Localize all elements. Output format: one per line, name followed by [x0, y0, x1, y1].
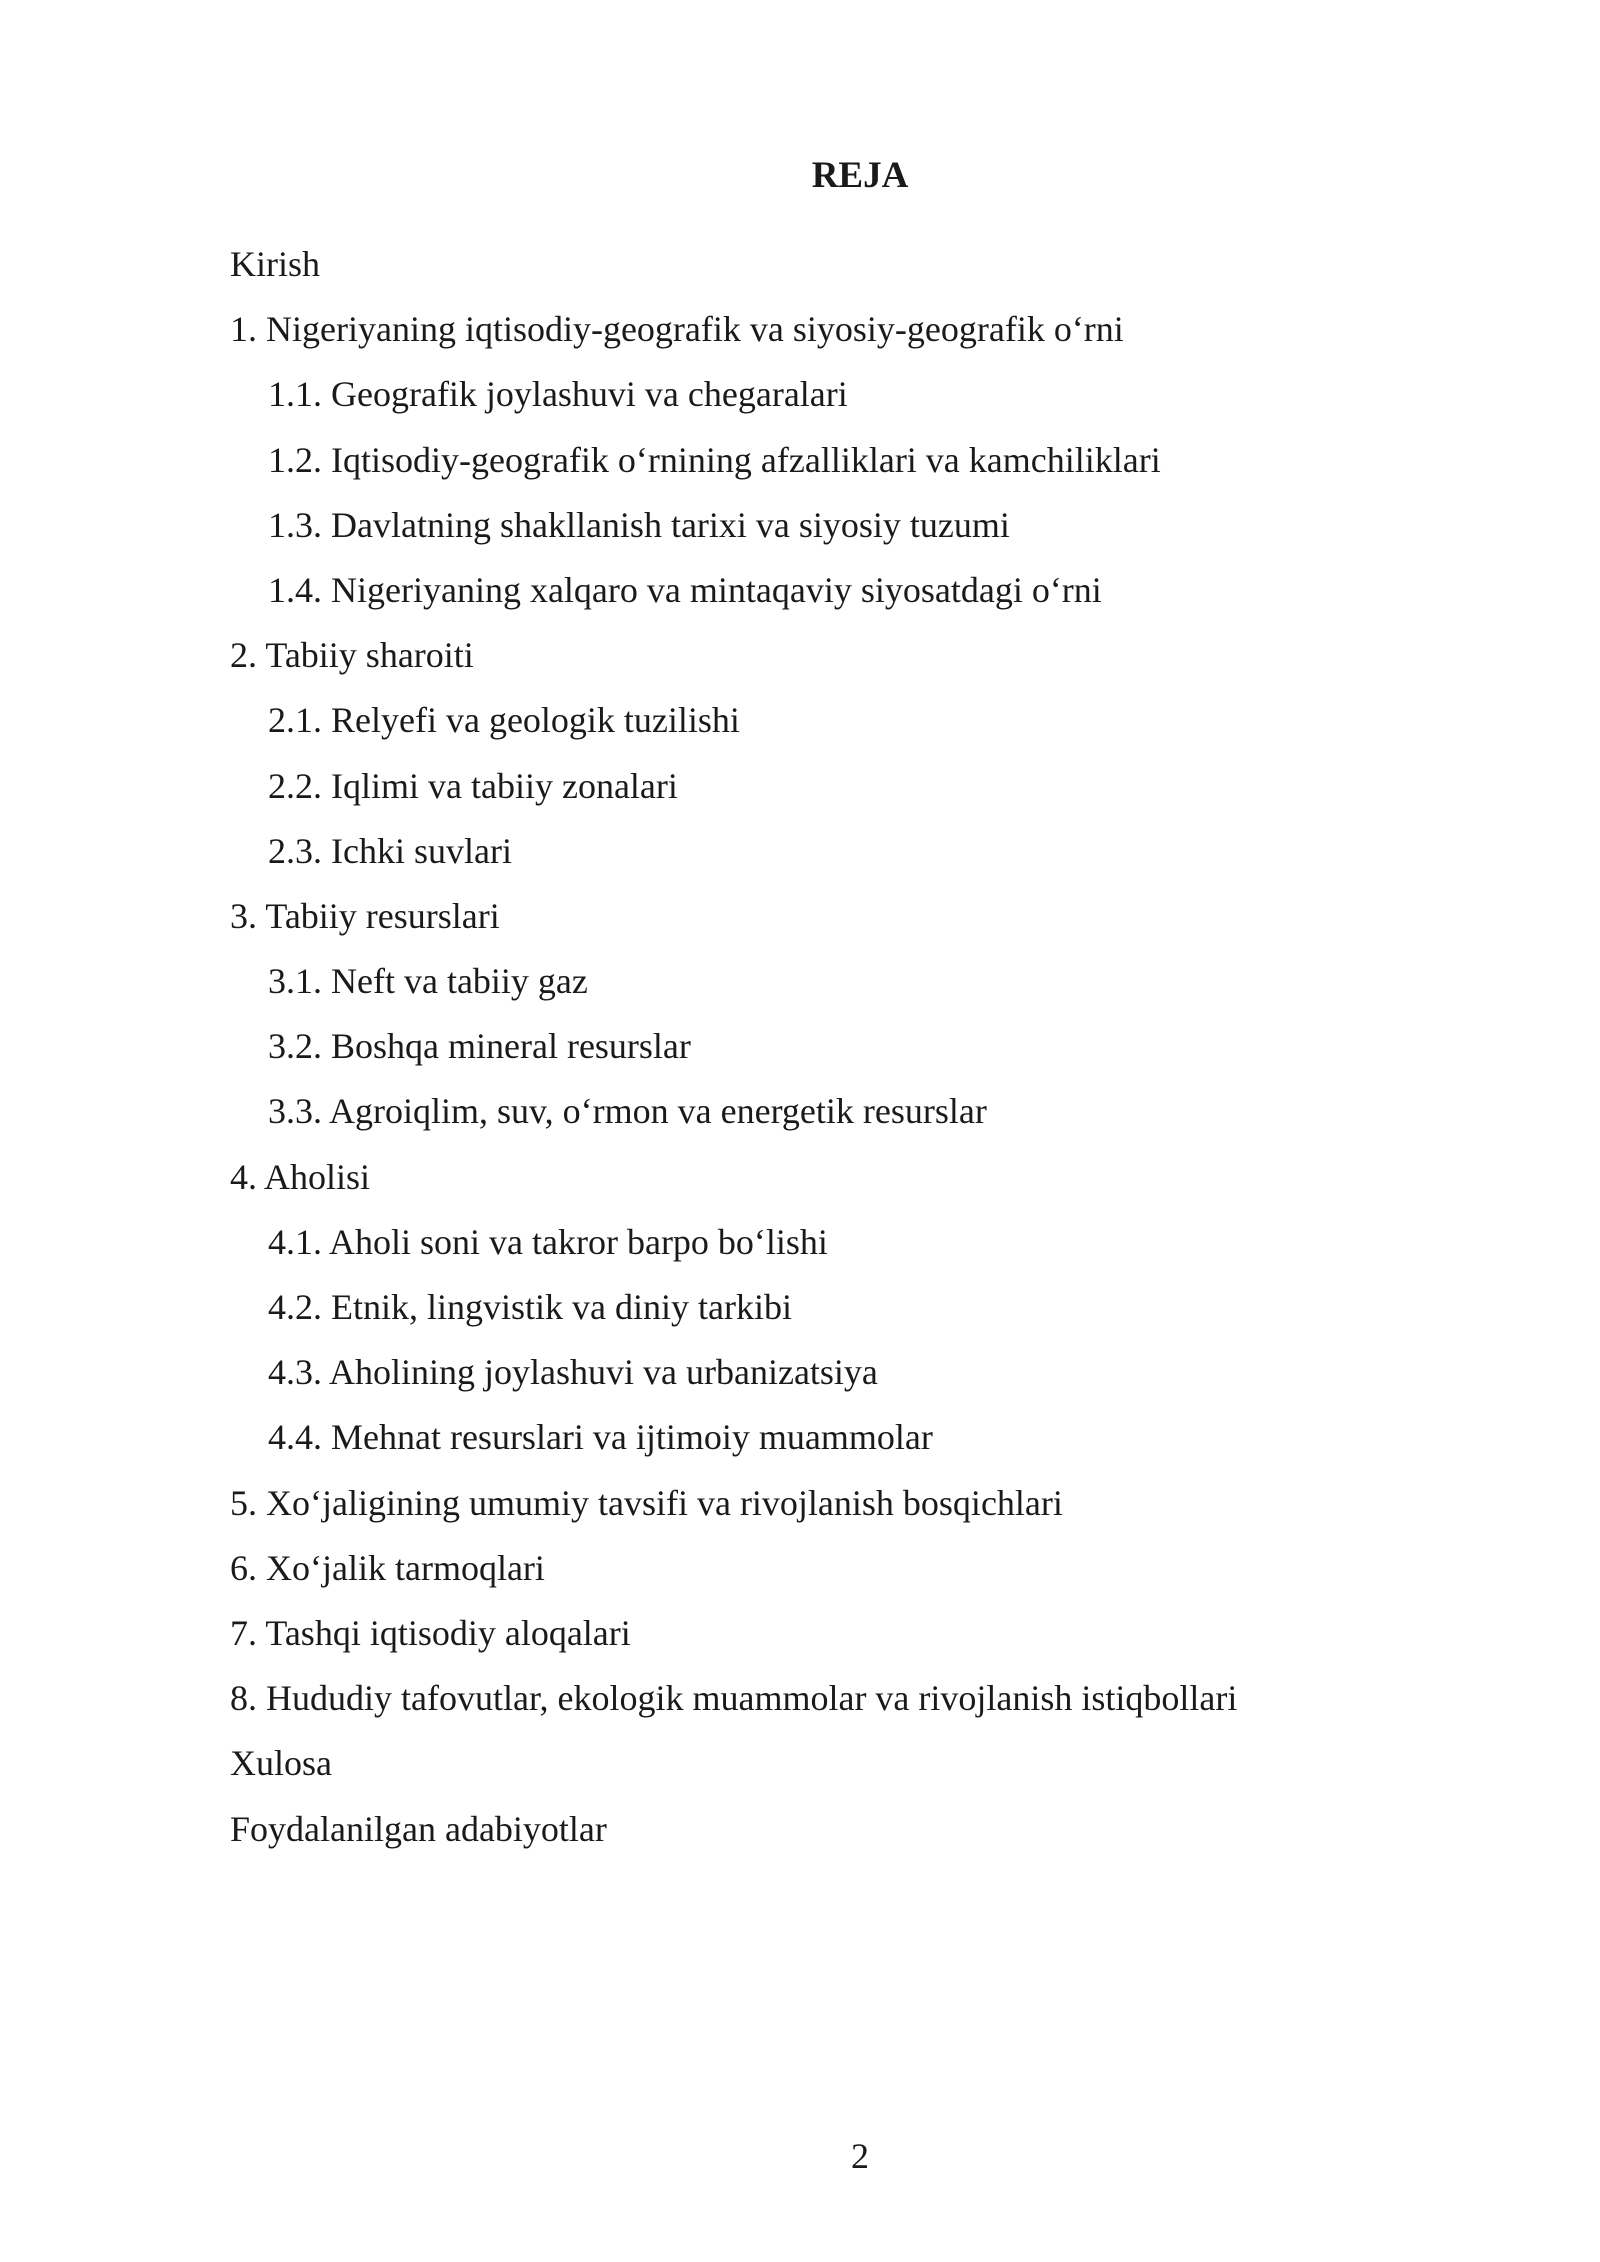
table-of-contents [230, 232, 1450, 1862]
toc-subitem: 2.3. Ichki suvlari [268, 830, 512, 871]
toc-subitem: 4.4. Mehnat resurslari va ijtimoiy muammolar [268, 1417, 933, 1458]
toc-subitem: 1.3. Davlatning shakllanish tarixi va siyosiy tuzumi [268, 504, 1010, 545]
toc-item: 7. Tashqi iqtisodiy aloqalari [230, 1612, 631, 1653]
toc-item: 6. Xo‘jalik tarmoqlari [230, 1547, 545, 1588]
page-title: REJA [811, 155, 909, 196]
toc-subitem: 2.1. Relyefi va geologik tuzilishi [268, 700, 740, 741]
toc-item: 1. Nigeriyaning iqtisodiy-geografik va siyosiy-geografik o‘rni [230, 309, 1124, 350]
toc-item: Xulosa [230, 1743, 332, 1784]
toc-subitem: 4.1. Aholi soni va takror barpo bo‘lishi [268, 1221, 828, 1262]
toc-subitem: 2.2. Iqlimi va tabiiy zonalari [268, 765, 678, 806]
toc-subitem: 3.1. Neft va tabiiy gaz [268, 961, 588, 1002]
toc-subitem: 3.3. Agroiqlim, suv, o‘rmon va energetik resurslar [268, 1091, 987, 1132]
toc-subitem: 4.2. Etnik, lingvistik va diniy tarkibi [268, 1287, 792, 1327]
toc-subitem: 1.2. Iqtisodiy-geografik o‘rnining afzalliklari va kamchiliklari [268, 439, 1161, 480]
toc-subitem: 1.1. Geografik joylashuvi va chegaralari [268, 374, 848, 415]
toc-subitem: 1.4. Nigeriyaning xalqaro va mintaqaviy siyosatdagi o‘rni [268, 569, 1102, 610]
toc-item: Kirish [230, 244, 320, 284]
page-number: 2 [851, 2136, 869, 2176]
toc-item: Foydalanilgan adabiyotlar [230, 1808, 607, 1849]
toc-subitem: 3.2. Boshqa mineral resurslar [268, 1026, 691, 1067]
toc-item: 2. Tabiiy sharoiti [230, 635, 474, 676]
toc-item: 3. Tabiiy resurslari [230, 895, 500, 936]
toc-item: 8. Hududiy tafovutlar, ekologik muammolar va rivojlanish istiqbollari [230, 1678, 1238, 1719]
toc-item: 4. Aholisi [230, 1156, 371, 1197]
toc-item: 5. Xo‘jaligining umumiy tavsifi va rivojlanish bosqichlari [230, 1482, 1063, 1523]
toc-subitem: 4.3. Aholining joylashuvi va urbanizatsiya [268, 1352, 878, 1393]
